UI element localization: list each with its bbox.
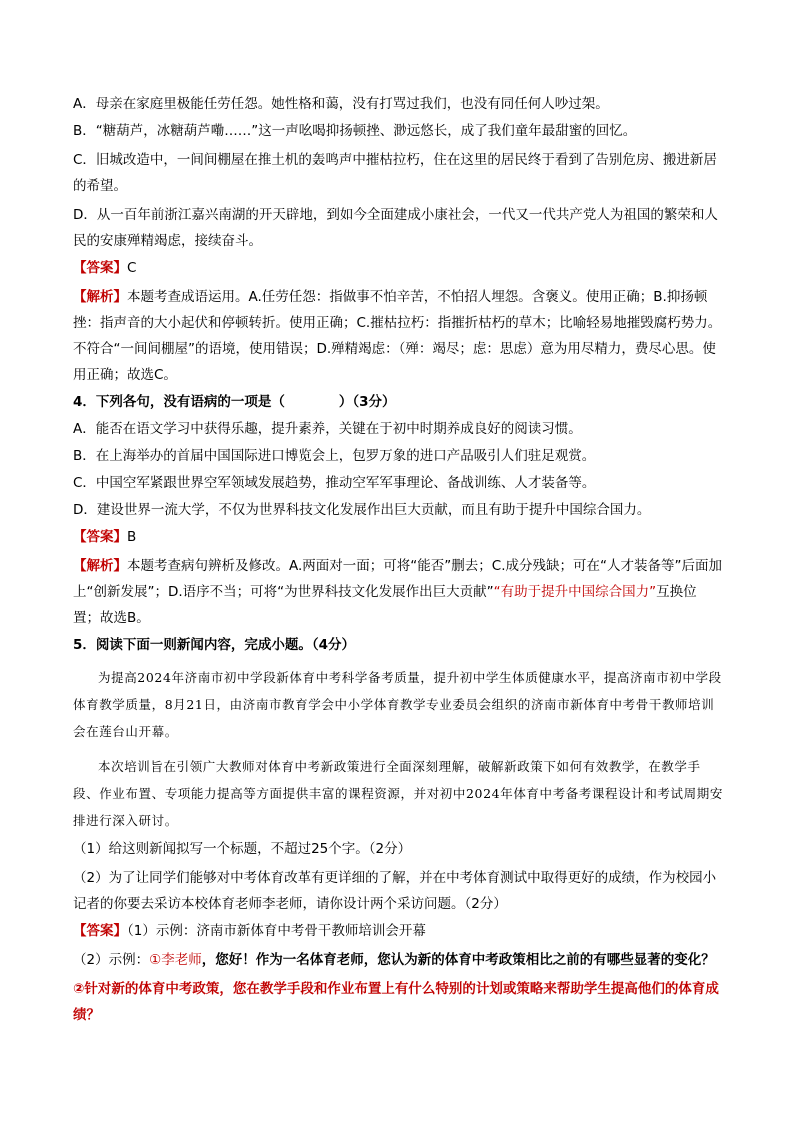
q4-option-d: D．建设世界一流大学，不仅为世界科技文化发展作出巨大贡献，而且有助于提升中国综合国力。 [73, 502, 651, 518]
q3-option-a: A．母亲在家庭里极能任劳任怨。她性格和蔼，没有打骂过我们，也没有同任何人吵过架。 [73, 96, 609, 112]
q3-answer-value: C [127, 260, 137, 276]
q3-option-d: D．从一百年前浙江嘉兴南湖的开天辟地，到如今全面建成小康社会，一代又一代共产党人为祖国的繁荣和人民的安康殚精竭虑，接续奋斗。 [73, 207, 718, 249]
answer-tag: 【答案】 [73, 923, 127, 939]
analysis-tag: 【解析】 [73, 558, 127, 574]
q4-analysis-text: 本题考查病句辨析及修改。A.两面对一面；可将“能否”删去；C.成分残缺；可在“人才装备等”后面加上“创新发展”；D.语序不当；可将“为世界科技文化发展作出巨大贡献” [73, 558, 722, 600]
q5-sub-question-1: （1）给这则新闻拟写一个标题，不超过25个字。（2分） [73, 841, 412, 857]
q4-analysis-text-end: 互换位置；故选B。 [73, 584, 697, 626]
document-content [73, 93, 723, 1031]
q4-analysis-highlight: “有助于提升中国综合国力” [493, 584, 657, 600]
q3-analysis [73, 284, 723, 388]
analysis-tag: 【解析】 [73, 289, 127, 305]
q5-answer-2-prefix: （2）示例： [73, 952, 150, 968]
q5-answer-1-text: （1）示例：济南市新体育中考骨干教师培训会开幕 [127, 923, 426, 939]
answer-tag: 【答案】 [73, 529, 127, 545]
q5-answer-2-highlight: ①李老师 [149, 952, 202, 968]
q5-title: 5．阅读下面一则新闻内容，完成小题。（4分） [73, 637, 356, 653]
q5-sub-question-2: （2）为了让同学们能够对中考体育改革有更详细的了解，并在中考体育测试中取得更好的成绩，作为校园小记者的你要去采访本校体育老师李老师，请你设计两个采访问题。（2分） [73, 870, 717, 912]
q4-option-b: B．在上海举办的首届中国国际进口博览会上，包罗万象的进口产品吸引人们驻足观赏。 [73, 448, 596, 464]
q4-option-a: A．能否在语文学习中获得乐趣，提升素养，关键在于初中时期养成良好的阅读习惯。 [73, 421, 582, 437]
q5-answer-2-text: ，您好！作为一名体育老师，您认为新的体育中考政策相比之前的有哪些显著的变化？ [201, 952, 715, 968]
q4-answer-value: B [127, 529, 137, 545]
answer-tag: 【答案】 [73, 260, 127, 276]
q3-answer [73, 257, 723, 279]
news-paragraph-1: 为提高2024年济南市初中学段新体育中考科学备考质量，提升初中学生体质健康水平，提高济南市初中学段体育教学质量，8月21日，由济南市教育学会中小学体育教学专业委员会组织的济南市新体育中考骨干教师培训会在莲台山开幕。 [73, 670, 722, 739]
q4-option-c: C．中国空军紧跟世界空军领域发展趋势，推动空军军事理论、备战训练、人才装备等。 [73, 475, 596, 491]
q3-option-b: B．“糖葫芦，冰糖葫芦嘞……”这一声吆喝抑扬顿挫、渺远悠长，成了我们童年最甜蜜的回忆。 [73, 123, 637, 139]
q4-title: 4．下列各句，没有语病的一项是（ ）（3分） [73, 394, 396, 410]
news-paragraph-2: 本次培训旨在引领广大教师对体育中考新政策进行全面深刻理解，破解新政策下如何有效教学，在教学手段、作业布置、专项能力提高等方面提供丰富的课程资源，并对初中2024年体育中考备考课程设计和考试周期安排进行深入研讨。 [73, 759, 723, 828]
q5-answer-2 [73, 947, 723, 973]
q5-answer-1 [73, 920, 723, 942]
q3-option-c: C．旧城改造中，一间间棚屋在推土机的轰鸣声中摧枯拉朽，住在这里的居民终于看到了告别危房、搬进新居的希望。 [73, 152, 717, 194]
q4-answer [73, 526, 723, 548]
q5-answer-2-second: ②针对新的体育中考政策，您在教学手段和作业布置上有什么特别的计划或策略来帮助学生提高他们的体育成绩？ [73, 981, 719, 1023]
q3-analysis-text: 本题考查成语运用。A.任劳任怨：指做事不怕辛苦，不怕招人埋怨。含褒义。使用正确；B.抑扬顿挫：指声音的大小起伏和停顿转折。使用正确；C.摧枯拉朽：指摧折枯朽的草木；比喻轻易地摧毁腐朽势力。不符合“一间间棚屋”的语境，使用错误；D.殚精竭虑：（殚：竭尽；虑：思虑）意为用尽精力，费尽心思。使用正确；故选C。 [73, 289, 722, 383]
q4-analysis [73, 553, 723, 631]
